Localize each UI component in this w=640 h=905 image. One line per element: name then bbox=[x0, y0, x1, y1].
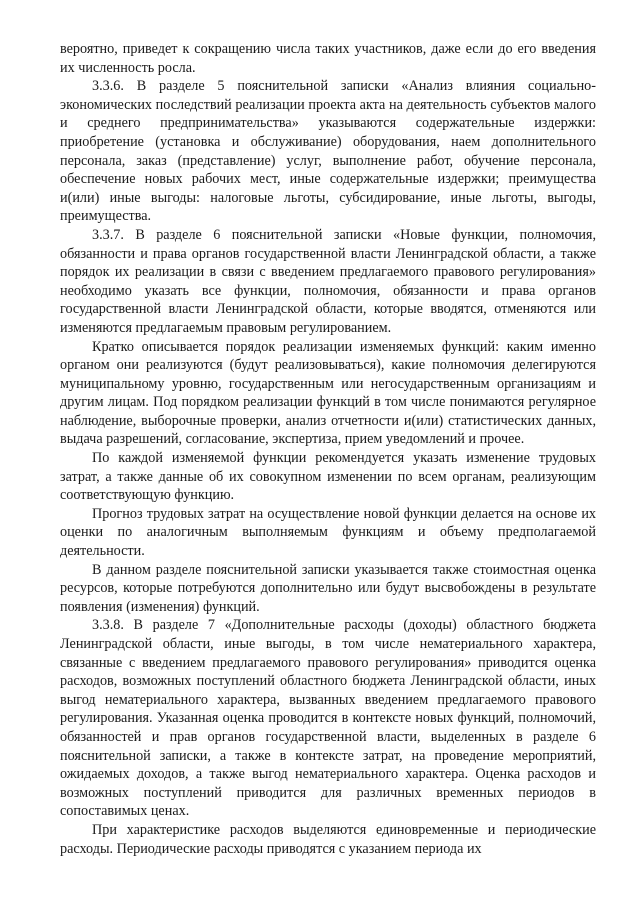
paragraph-labor-forecast: Прогноз трудовых затрат на осуществление новой функции делается на основе их оценки по аналогичным выполняемым функциям и объему предполагаемой деятельности. bbox=[60, 505, 596, 560]
paragraph-3-3-8: 3.3.8. В разделе 7 «Дополнительные расходы (доходы) областного бюджета Ленинградской области, иные выгоды, в том числе нематериального характера, связанные с введением предлагаемого правового регулирования» приводится оценка расходов, возможных поступлений областного бюджета Ленинградской области, иных выгод нематериального характера, вызванных введением предлагаемого правового регулирования. Указанная оценка проводится в контексте новых функций, полномочий, обязанностей и прав органов государственной власти, выделенных в разделе 6 пояснительной записки, а также в контексте затрат, на проведение мероприятий, ожидаемых доходов, а также выгод нематериального характера. Оценка расходов и возможных поступлений приводится для различных временных периодов в сопоставимых ценах. bbox=[60, 617, 596, 820]
paragraph-resource-estimate: В данном разделе пояснительной записки указывается также стоимостная оценка ресурсов, которые потребуются дополнительно или будут высвобождены в результате появления (изменения) функций. bbox=[60, 561, 596, 615]
paragraph-3-3-6: 3.3.6. В разделе 5 пояснительной записки «Анализ влияния социально-экономических последствий реализации проекта акта на деятельность субъектов малого и среднего предпринимательства» указываются содержательные издержки: приобретение (установка и обслуживание) оборудования, наем дополнительного персонала, заказ (представление) услуг, выполнение работ, обучение персонала, обеспечение новых рабочих мест, иные содержательные издержки; преимущества и(или) иные выгоды: налоговые льготы, субсидирование, иные льготы, выгоды, преимущества. bbox=[60, 78, 596, 225]
paragraph-labor-costs: По каждой изменяемой функции рекомендуется указать изменение трудовых затрат, а также данные об их совокупном изменении по всем органам, реализующим соответствующую функцию. bbox=[60, 450, 596, 504]
paragraph-expenses-characteristics: При характеристике расходов выделяются единовременные и периодические расходы. Периодические расходы приводятся с указанием периода их bbox=[60, 821, 596, 857]
paragraph-3-3-7: 3.3.7. В разделе 6 пояснительной записки «Новые функции, полномочия, обязанности и права органов государственной власти Ленинградской области, а также порядок их реализации в связи с введением предлагаемого правового регулирования» необходимо указать все функции, полномочия, обязанности и права органов государственной власти Ленинградской области, которые вводятся, отменяются или изменяются предлагаемым правовым регулированием. bbox=[60, 226, 596, 336]
paragraph-continuation: вероятно, приведет к сокращению числа таких участников, даже если до его введения их численность росла. bbox=[60, 41, 596, 76]
document-page bbox=[60, 40, 596, 858]
paragraph-functions-order: Кратко описывается порядок реализации изменяемых функций: каким именно органом они реализуются (будут реализовываться), какие полномочия делегируются муниципальному уровню, государственным или негосударственным организациям и другим лицам. Под порядком реализации функций в том числе понимаются регулярное наблюдение, выборочные проверки, анализ отчетности и(или) статистических данных, выдача разрешений, согласование, экспертиза, прием уведомлений и прочее. bbox=[60, 338, 596, 448]
